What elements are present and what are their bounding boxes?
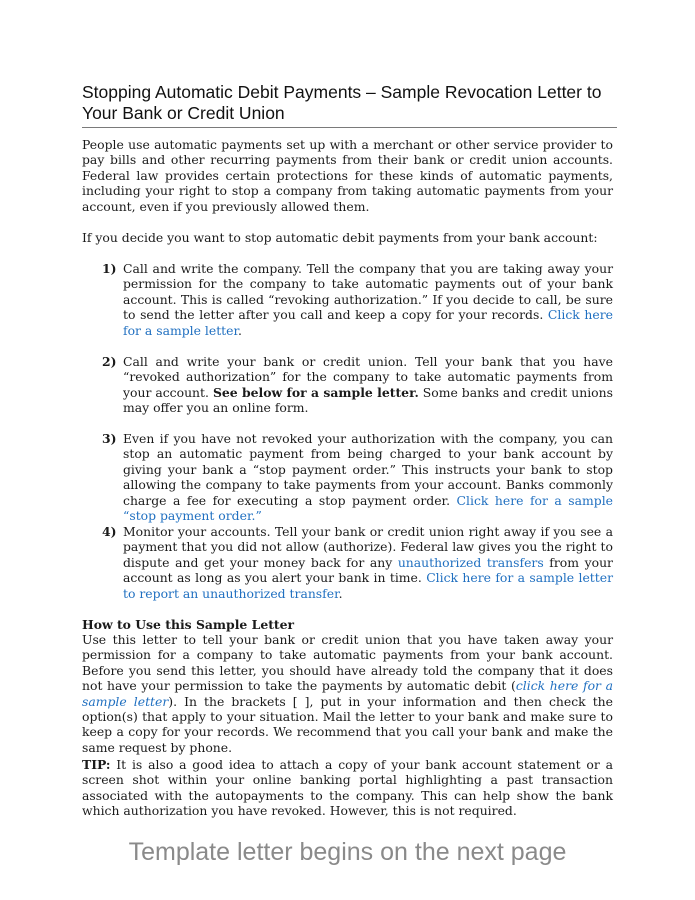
unauthorized-transfers-link[interactable]: unauthorized transfers <box>397 554 544 570</box>
step-body-text: Monitor your accounts. Tell your bank or credit union right away if you see a payment that you did not allow (authorize). Federal law gives you the right to dispute and get your money back for any <box>123 524 613 570</box>
step-body-text: Call and write the company. Tell the company that you are taking away your permission for the company to take automatic payments out of your bank account. This is called “revoking authorization.” If you decide to call, be sure to send the letter after you call and keep a copy for your records. <box>123 261 613 323</box>
step-number: 4) <box>102 524 117 539</box>
footer-note: Template letter begins on the next page <box>128 838 567 866</box>
stop-payment-order-link[interactable]: Click here for a sample “stop payment order.” <box>123 492 613 524</box>
step-number: 2) <box>102 354 117 369</box>
lead-paragraph: If you decide you want to stop automatic debit payments from your bank account: <box>82 230 598 245</box>
step-body-text: Even if you have not revoked your authorization with the company, you can stop an automatic payment from being charged to your bank account by giving your bank a “stop payment order.” This instructs your bank to stop allowing the company to take payments from your account. Banks commonly charge a fee for executing a stop payment order. <box>123 431 613 508</box>
step-after-text: . <box>338 585 343 601</box>
sample-letter-link[interactable]: Click here for a sample letter <box>123 307 613 338</box>
report-unauthorized-transfer-link[interactable]: Click here for a sample letter to report an unauthorized transfer <box>123 570 613 601</box>
page-title: Stopping Automatic Debit Payments – Sample Revocation Letter to Your Bank or Credit Union <box>82 82 617 128</box>
intro-paragraph: People use automatic payments set up with a merchant or other service provider to pay bills and other recurring payments from their bank or credit union accounts. Federal law provides certain protections for these kinds of automatic payments, including your right to stop a company from taking automatic payments from your account, even if you previously allowed them. <box>82 137 613 214</box>
step-text <box>123 261 613 338</box>
step-text <box>123 524 613 601</box>
tip-paragraph <box>82 757 613 819</box>
step-body-text: Call and write your bank or credit union. Tell your bank that you have “revoked authorization” for the company to take automatic payments from your account. <box>123 354 613 400</box>
step-text <box>123 431 613 523</box>
howto-paragraph <box>82 632 613 755</box>
howto-text: Use this letter to tell your bank or credit union that you have taken away your permission for a company to take automatic payments from your bank account. Before you send this letter, you should have already told the company that it does not have your permission to take the payments by automatic debit ( <box>82 632 613 694</box>
see-below-bold: See below for a sample letter. <box>212 384 419 400</box>
step-number: 3) <box>102 431 117 446</box>
howto-sample-letter-link[interactable]: click here for a sample letter <box>82 678 613 709</box>
howto-text-after: ). In the brackets [ ], put in your information and then check the option(s) that apply to your situation. Mail the letter to your bank and make sure to keep a copy for your records. We recommend that you call your bank and make the same request by phone. <box>82 693 613 755</box>
step-mid-text: from your account as long as you alert your bank in time. <box>123 554 613 586</box>
step-number: 1) <box>102 261 117 276</box>
howto-heading: How to Use this Sample Letter <box>82 617 295 632</box>
step-after-text: Some banks and credit unions may offer you an online form. <box>123 384 613 416</box>
tip-text: It is also a good idea to attach a copy of your bank account statement or a screen shot within your online banking portal highlighting a past transaction associated with the autopayments to the company. This can help show the bank which authorization you have revoked. However, this is not required. <box>82 757 613 819</box>
tip-label: TIP: <box>82 757 111 772</box>
step-text <box>123 354 613 416</box>
step-after-text: . <box>238 322 242 338</box>
